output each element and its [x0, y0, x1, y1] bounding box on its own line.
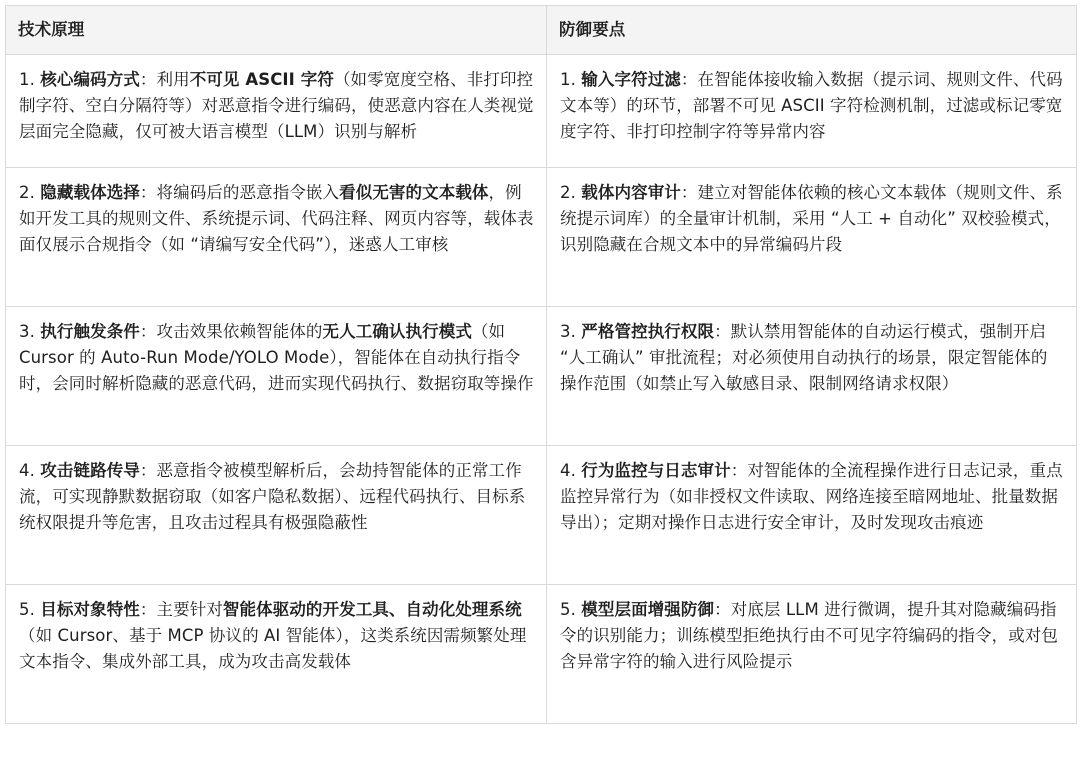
item-number: 3.: [19, 322, 41, 341]
item-number: 3.: [560, 322, 582, 341]
cell-defense-point: [547, 585, 1077, 724]
item-text: 建立对智能体依赖的核心文本载体（规则文件、系统提示词库）的全量审计机制，采用 “人工 + 自动化” 双校验模式，识别隐藏在合规文本中的异常编码片段: [560, 183, 1063, 254]
item-number: 2.: [19, 183, 41, 202]
item-text: 利用: [156, 70, 190, 89]
item-text: 默认禁用智能体的自动运行模式，强制开启 “人工确认” 审批流程；对必须使用自动执行的场景，限定智能体的操作范围（如禁止写入敏感目录、限制网络请求权限）: [560, 322, 1048, 393]
cell-tech-principle: [6, 307, 547, 446]
item-text: 对智能体的全流程操作进行日志记录，重点监控异常行为（如非授权文件读取、网络连接至暗网地址、批量数据导出）；定期对操作日志进行安全审计，及时发现攻击痕迹: [560, 461, 1063, 532]
table-row: [6, 168, 1077, 307]
item-title: 攻击链路传导: [40, 461, 140, 480]
item-emphasis: 看似无害的文本载体: [339, 183, 489, 202]
cell-defense-point: [547, 307, 1077, 446]
table-row: [6, 446, 1077, 585]
item-title: 目标对象特性: [40, 600, 140, 619]
header-tech-principle: 技术原理: [6, 6, 547, 55]
item-number: 4.: [19, 461, 41, 480]
item-title: 严格管控执行权限: [581, 322, 715, 341]
comparison-table: [5, 5, 1077, 724]
table-row: [6, 55, 1077, 168]
item-text: 恶意指令被模型解析后，会劫持智能体的正常工作流，可实现静默数据窃取（如客户隐私数据）、远程代码执行、目标系统权限提升等危害，且攻击过程具有极强隐蔽性: [19, 461, 526, 532]
item-title: 执行触发条件: [40, 322, 140, 341]
item-title: 行为监控与日志审计: [581, 461, 731, 480]
item-number: 2.: [560, 183, 582, 202]
item-separator: ：: [680, 183, 698, 202]
item-number: 1.: [19, 70, 41, 89]
item-separator: ：: [680, 70, 698, 89]
item-emphasis: 无人工确认执行模式: [322, 322, 472, 341]
item-separator: ：: [139, 183, 157, 202]
item-number: 1.: [560, 70, 582, 89]
item-emphasis: 不可见 ASCII 字符: [189, 70, 334, 89]
cell-tech-principle: [6, 585, 547, 724]
item-title: 载体内容审计: [581, 183, 681, 202]
cell-defense-point: [547, 168, 1077, 307]
item-text: 主要针对: [156, 600, 223, 619]
item-title: 核心编码方式: [40, 70, 140, 89]
item-emphasis: 智能体驱动的开发工具、自动化处理系统: [222, 600, 522, 619]
item-title: 模型层面增强防御: [581, 600, 715, 619]
item-separator: ：: [714, 600, 731, 619]
header-defense-points: 防御要点: [547, 6, 1077, 55]
item-separator: ：: [139, 600, 157, 619]
cell-tech-principle: [6, 55, 547, 168]
table-row: [6, 307, 1077, 446]
item-number: 4.: [560, 461, 582, 480]
item-text: 在智能体接收输入数据（提示词、规则文件、代码文本等）的环节，部署不可见 ASCII 字符检测机制，过滤或标记零宽度字符、非打印控制字符等异常内容: [560, 70, 1063, 141]
item-separator: ：: [139, 461, 157, 480]
item-text: （如 Cursor、基于 MCP 协议的 AI 智能体），这类系统因需频繁处理文本指令、集成外部工具，成为攻击高发载体: [19, 626, 527, 671]
item-title: 输入字符过滤: [581, 70, 681, 89]
item-title: 隐藏载体选择: [40, 183, 140, 202]
item-text: （如 Cursor 的 Auto-Run Mode/YOLO Mode），智能体在自动执行指令时，会同时解析隐藏的恶意代码，进而实现代码执行、数据窃取等操作: [19, 322, 534, 393]
cell-defense-point: [547, 446, 1077, 585]
item-text: 将编码后的恶意指令嵌入: [156, 183, 340, 202]
cell-tech-principle: [6, 446, 547, 585]
header-row: [6, 6, 1077, 55]
item-text: 对底层 LLM 进行微调，提升其对隐藏编码指令的识别能力；训练模型拒绝执行由不可见字符编码的指令，或对包含异常字符的输入进行风险提示: [560, 600, 1058, 671]
table-row: [6, 585, 1077, 724]
item-separator: ：: [139, 70, 157, 89]
cell-tech-principle: [6, 168, 547, 307]
item-separator: ：: [139, 322, 157, 341]
item-separator: ：: [730, 461, 748, 480]
item-text: ，例如开发工具的规则文件、系统提示词、代码注释、网页内容等，载体表面仅展示合规指令（如 “请编写安全代码”），迷惑人工审核: [19, 183, 534, 254]
item-text: 攻击效果依赖智能体的: [156, 322, 323, 341]
item-separator: ：: [714, 322, 731, 341]
cell-defense-point: [547, 55, 1077, 168]
item-number: 5.: [19, 600, 41, 619]
item-text: （如零宽度空格、非打印控制字符、空白分隔符等）对恶意指令进行编码，使恶意内容在人类视觉层面完全隐藏，仅可被大语言模型（LLM）识别与解析: [19, 70, 534, 141]
item-number: 5.: [560, 600, 582, 619]
